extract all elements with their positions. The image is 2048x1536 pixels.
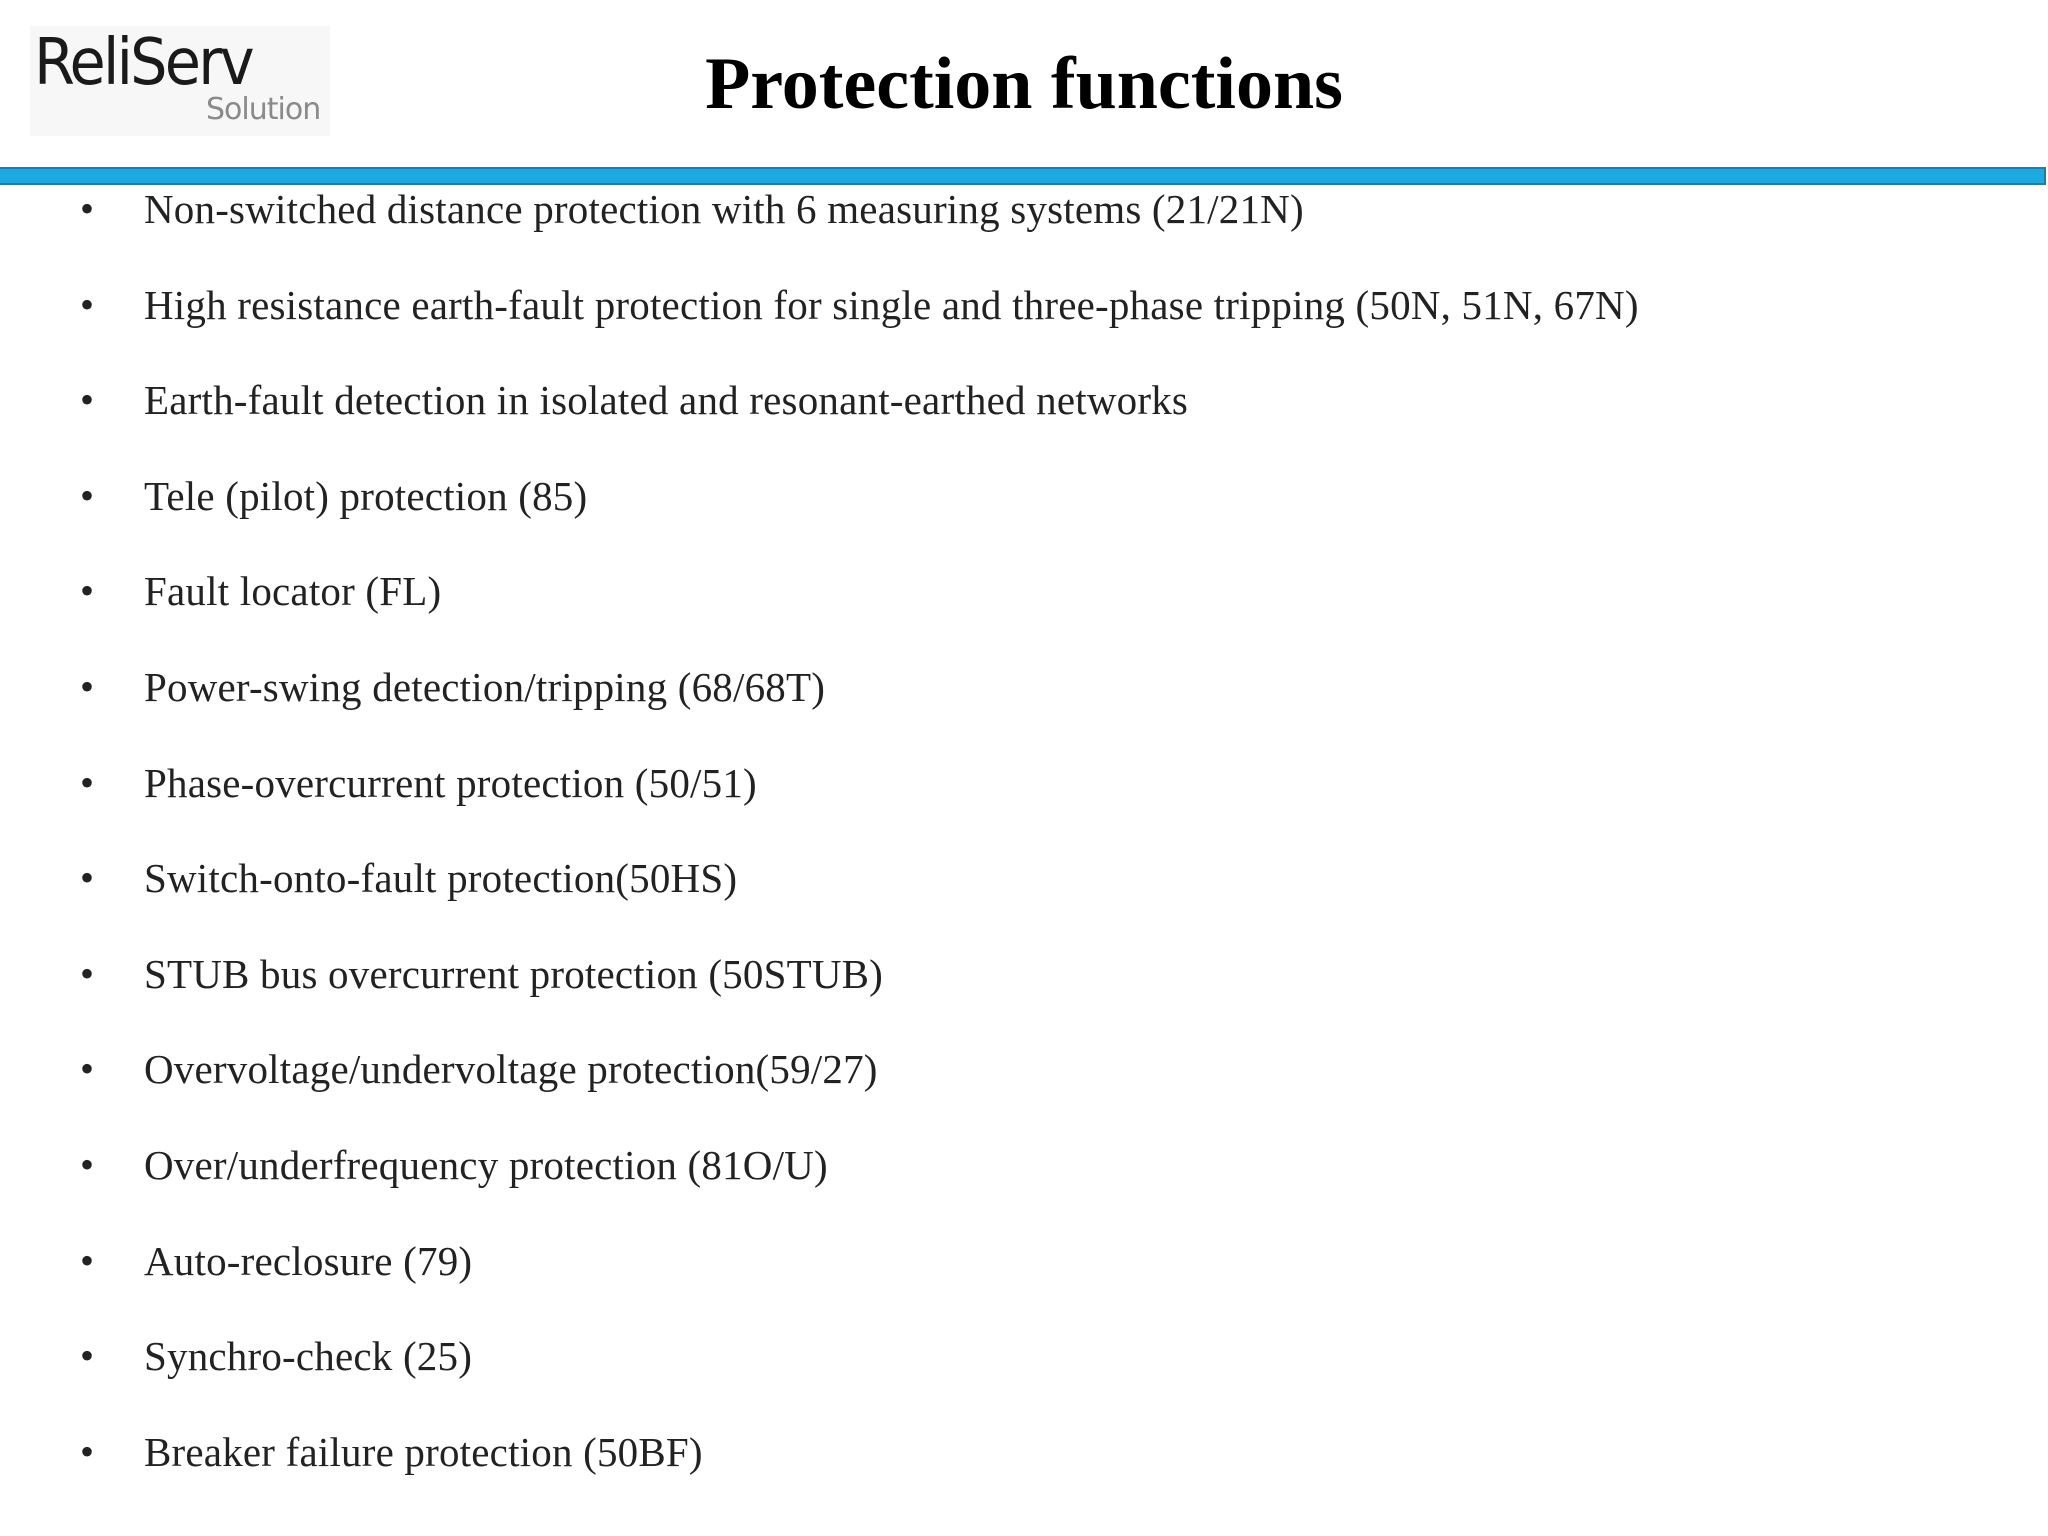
page-title: Protection functions (705, 43, 1343, 125)
list-item-text: Over/underfrequency protection (81O/U) (144, 1141, 828, 1188)
header-divider-bar (0, 167, 2046, 185)
bullet-icon: • (80, 1141, 95, 1187)
bullet-icon: • (80, 1046, 95, 1092)
bullet-icon: • (80, 663, 95, 709)
list-item-text: High resistance earth-fault protection for single and three-phase tripping (50N, 51N, 67N) (144, 281, 1639, 328)
list-item-text: Auto-reclosure (79) (144, 1237, 473, 1284)
bullet-icon: • (80, 568, 95, 614)
bullet-icon: • (80, 950, 95, 996)
list-item-text: Non-switched distance protection with 6 measuring systems (21/21N) (144, 186, 1304, 232)
bullet-icon: • (80, 1333, 95, 1379)
list-item-text: Power-swing detection/tripping (68/68T) (144, 663, 826, 710)
bullet-icon: • (80, 1237, 95, 1283)
list-item-text: Overvoltage/undervoltage protection(59/27) (144, 1046, 878, 1093)
list-item-text: Tele (pilot) protection (85) (144, 472, 588, 519)
list-item-text: STUB bus overcurrent protection (50STUB) (144, 950, 884, 997)
list-item-text: Earth-fault detection in isolated and resonant-earthed networks (144, 377, 1189, 424)
list-item-text: Switch-onto-fault protection(50HS) (144, 855, 738, 902)
bullet-icon: • (80, 472, 95, 518)
list-item-text: Breaker failure protection (50BF) (144, 1428, 703, 1475)
list-item-text: Synchro-check (25) (144, 1333, 473, 1380)
logo-sub-text: Solution (206, 92, 321, 127)
bullet-icon: • (80, 281, 95, 327)
bullet-icon: • (80, 759, 95, 805)
list-item-text: Fault locator (FL) (144, 568, 442, 615)
bullet-icon: • (80, 855, 95, 901)
bullet-icon: • (80, 186, 95, 231)
bullet-icon: • (80, 377, 95, 423)
bullet-icon: • (80, 1428, 95, 1474)
logo-main-text: ReliServ (34, 26, 252, 100)
list-item-text: Phase-overcurrent protection (50/51) (144, 759, 757, 806)
